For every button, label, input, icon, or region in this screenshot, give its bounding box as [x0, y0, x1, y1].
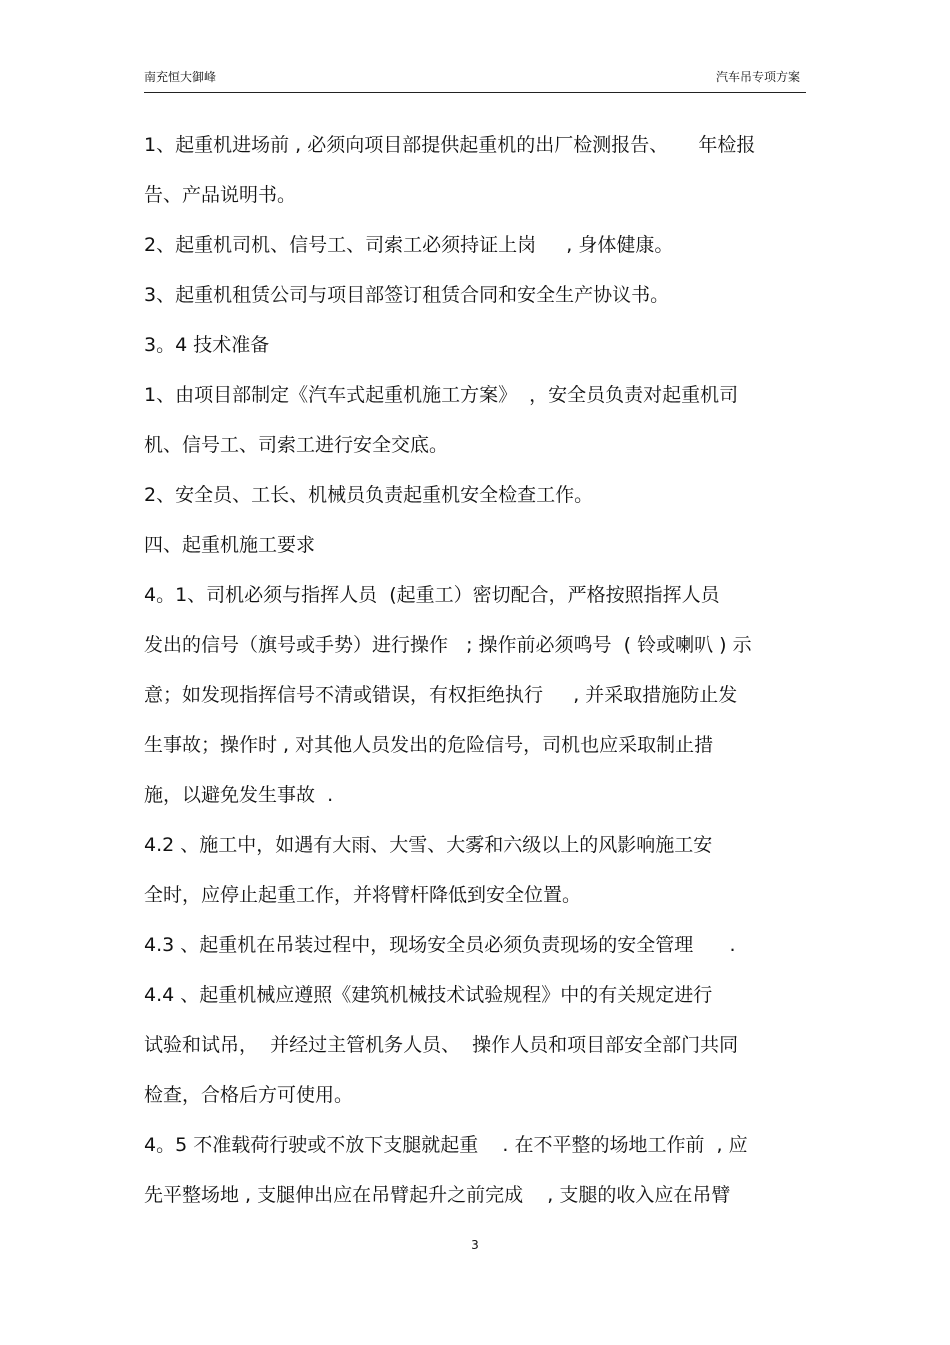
text-line: 4.3 、起重机在吊装过程中，现场安全员必须负责现场的安全管理 . — [144, 934, 736, 956]
text-line: 先平整场地 , 支腿伸出应在吊臂起升之前完成 , 支腿的收入应在吊臂 — [144, 1184, 731, 1206]
text-line: 施，以避免发生事故 . — [144, 784, 334, 806]
text-line: 3、起重机租赁公司与项目部签订租赁合同和安全生产协议书。 — [144, 284, 670, 306]
text-line: 1、由项目部制定《汽车式起重机施工方案》 ，安全员负责对起重机司 — [144, 384, 739, 406]
text-line: 2、安全员、工长、机械员负责起重机安全检查工作。 — [144, 484, 594, 506]
text-line: 4.2 、施工中，如遇有大雨、大雪、大雾和六级以上的风影响施工安 — [144, 834, 713, 856]
text-line: 意；如发现指挥信号不清或错误，有权拒绝执行 , 并采取措施防止发 — [144, 684, 738, 706]
text-line: 机、信号工、司索工进行安全交底。 — [144, 434, 449, 456]
text-line: 4。5 不准载荷行驶或不放下支腿就起重 . 在不平整的场地工作前 , 应 — [144, 1134, 748, 1156]
text-line: 4.4 、起重机械应遵照《建筑机械技术试验规程》中的有关规定进行 — [144, 984, 713, 1006]
section-heading: 四、起重机施工要求 — [144, 534, 316, 556]
section-heading: 3。4 技术准备 — [144, 334, 270, 356]
text-line: 4。1、司机必须与指挥人员 (起重工）密切配合，严格按照指挥人员 — [144, 584, 720, 606]
text-line: 1、起重机进场前 , 必须向项目部提供起重机的出厂检测报告、 年检报 — [144, 134, 756, 156]
header-document-title: 汽车吊专项方案 — [715, 70, 800, 84]
text-line: 试验和试吊， 并经过主管机务人员、 操作人员和项目部安全部门共同 — [144, 1034, 739, 1056]
text-line: 检查，合格后方可使用。 — [144, 1084, 354, 1106]
text-line: 2、起重机司机、信号工、司索工必须持证上岗 , 身体健康。 — [144, 234, 674, 256]
document-body — [144, 120, 814, 1220]
text-line: 告、产品说明书。 — [144, 184, 297, 206]
text-line: 全时，应停止起重工作，并将臂杆降低到安全位置。 — [144, 884, 582, 906]
header-project-name: 南充恒大御峰 — [144, 70, 217, 84]
page-header — [144, 66, 806, 93]
page-number: 3 — [471, 1238, 479, 1252]
text-line: 生事故；操作时 , 对其他人员发出的危险信号，司机也应采取制止措 — [144, 734, 714, 756]
text-line: 发出的信号（旗号或手势）进行操作 ; 操作前必须鸣号 ( 铃或喇叭 ) 示 — [144, 634, 752, 656]
